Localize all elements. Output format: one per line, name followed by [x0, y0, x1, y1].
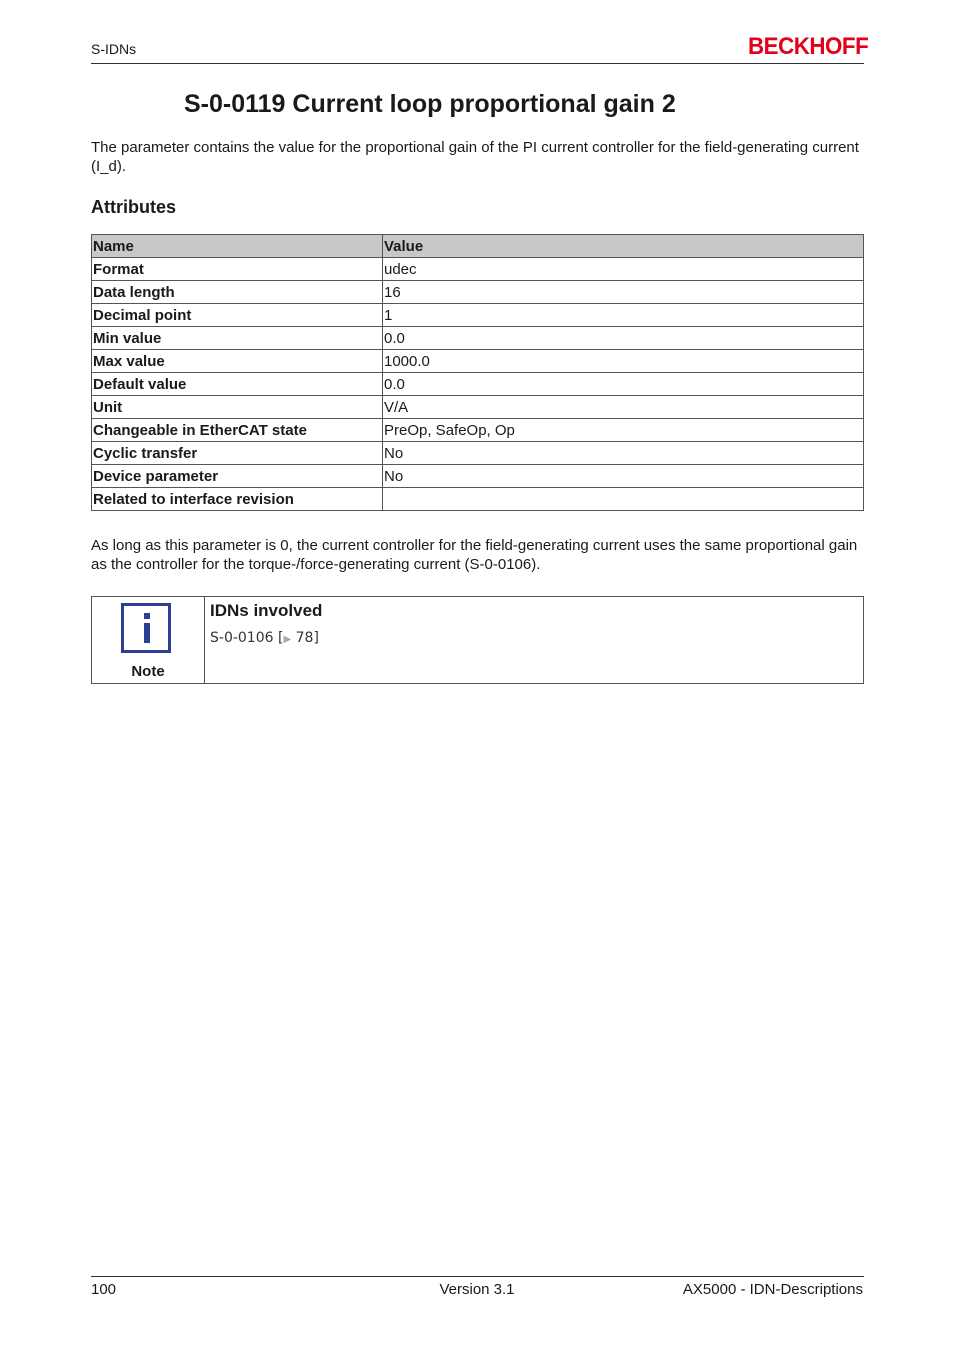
table-row: [92, 442, 864, 465]
table-row: [92, 327, 864, 350]
attribute-value: PreOp, SafeOp, Op: [383, 419, 864, 442]
info-icon: [121, 603, 171, 653]
body-paragraph: As long as this parameter is 0, the current controller for the field-generating current uses the same proportional gain as the controller for the torque-/force-generating current (S-0-0106).: [91, 537, 858, 573]
table-row: [92, 465, 864, 488]
table-row: [92, 373, 864, 396]
attribute-value: No: [383, 465, 864, 488]
table-row: [92, 350, 864, 373]
idn-reference-page: 78: [295, 630, 314, 646]
table-row: [92, 488, 864, 511]
column-header-value: Value: [383, 235, 864, 258]
header-divider: [91, 63, 864, 64]
page-title: S-0-0119 Current loop proportional gain 2: [184, 90, 676, 118]
note-title: IDNs involved: [210, 601, 323, 620]
attribute-name: Max value: [92, 350, 383, 373]
footer-version: Version 3.1: [439, 1281, 515, 1298]
attribute-name: Min value: [92, 327, 383, 350]
attribute-value: V/A: [383, 396, 864, 419]
attribute-value: 16: [383, 281, 864, 304]
column-header-name: Name: [92, 235, 383, 258]
table-row: [92, 419, 864, 442]
attribute-value: udec: [383, 258, 864, 281]
attribute-value: No: [383, 442, 864, 465]
attribute-value: 1000.0: [383, 350, 864, 373]
table-row: [92, 281, 864, 304]
attribute-name: Data length: [92, 281, 383, 304]
attribute-name: Related to interface revision: [92, 488, 383, 511]
attribute-value: [383, 488, 864, 511]
footer-divider: [91, 1276, 864, 1277]
attribute-value: 1: [383, 304, 864, 327]
idn-reference-text: S-0-0106: [210, 630, 274, 646]
footer-page-number: 100: [91, 1281, 117, 1298]
note-icon-column: [92, 597, 205, 683]
idn-reference-link[interactable]: S-0-0106 [▶ 78]: [210, 630, 319, 646]
note-caption: Note: [131, 663, 165, 680]
table-header-row: [92, 235, 864, 258]
attribute-name: Default value: [92, 373, 383, 396]
attribute-name: Format: [92, 258, 383, 281]
note-content: [205, 597, 327, 683]
attribute-name: Cyclic transfer: [92, 442, 383, 465]
intro-paragraph: The parameter contains the value for the proportional gain of the PI current controller for the field-generating current (I_d).: [91, 139, 859, 175]
attribute-name: Device parameter: [92, 465, 383, 488]
table-row: [92, 258, 864, 281]
table-row: [92, 396, 864, 419]
beckhoff-logo: BECKHOFF: [748, 33, 869, 60]
attribute-name: Decimal point: [92, 304, 383, 327]
attribute-name: Changeable in EtherCAT state: [92, 419, 383, 442]
attribute-value: 0.0: [383, 373, 864, 396]
page-arrow-icon: ▶: [283, 634, 292, 645]
header-section-label: S-IDNs: [91, 41, 137, 57]
attribute-name: Unit: [92, 396, 383, 419]
attributes-heading: Attributes: [91, 197, 176, 217]
note-box: [91, 596, 864, 684]
attribute-value: 0.0: [383, 327, 864, 350]
footer-document-title: AX5000 - IDN-Descriptions: [682, 1281, 863, 1298]
table-row: [92, 304, 864, 327]
attributes-table: [91, 234, 864, 511]
